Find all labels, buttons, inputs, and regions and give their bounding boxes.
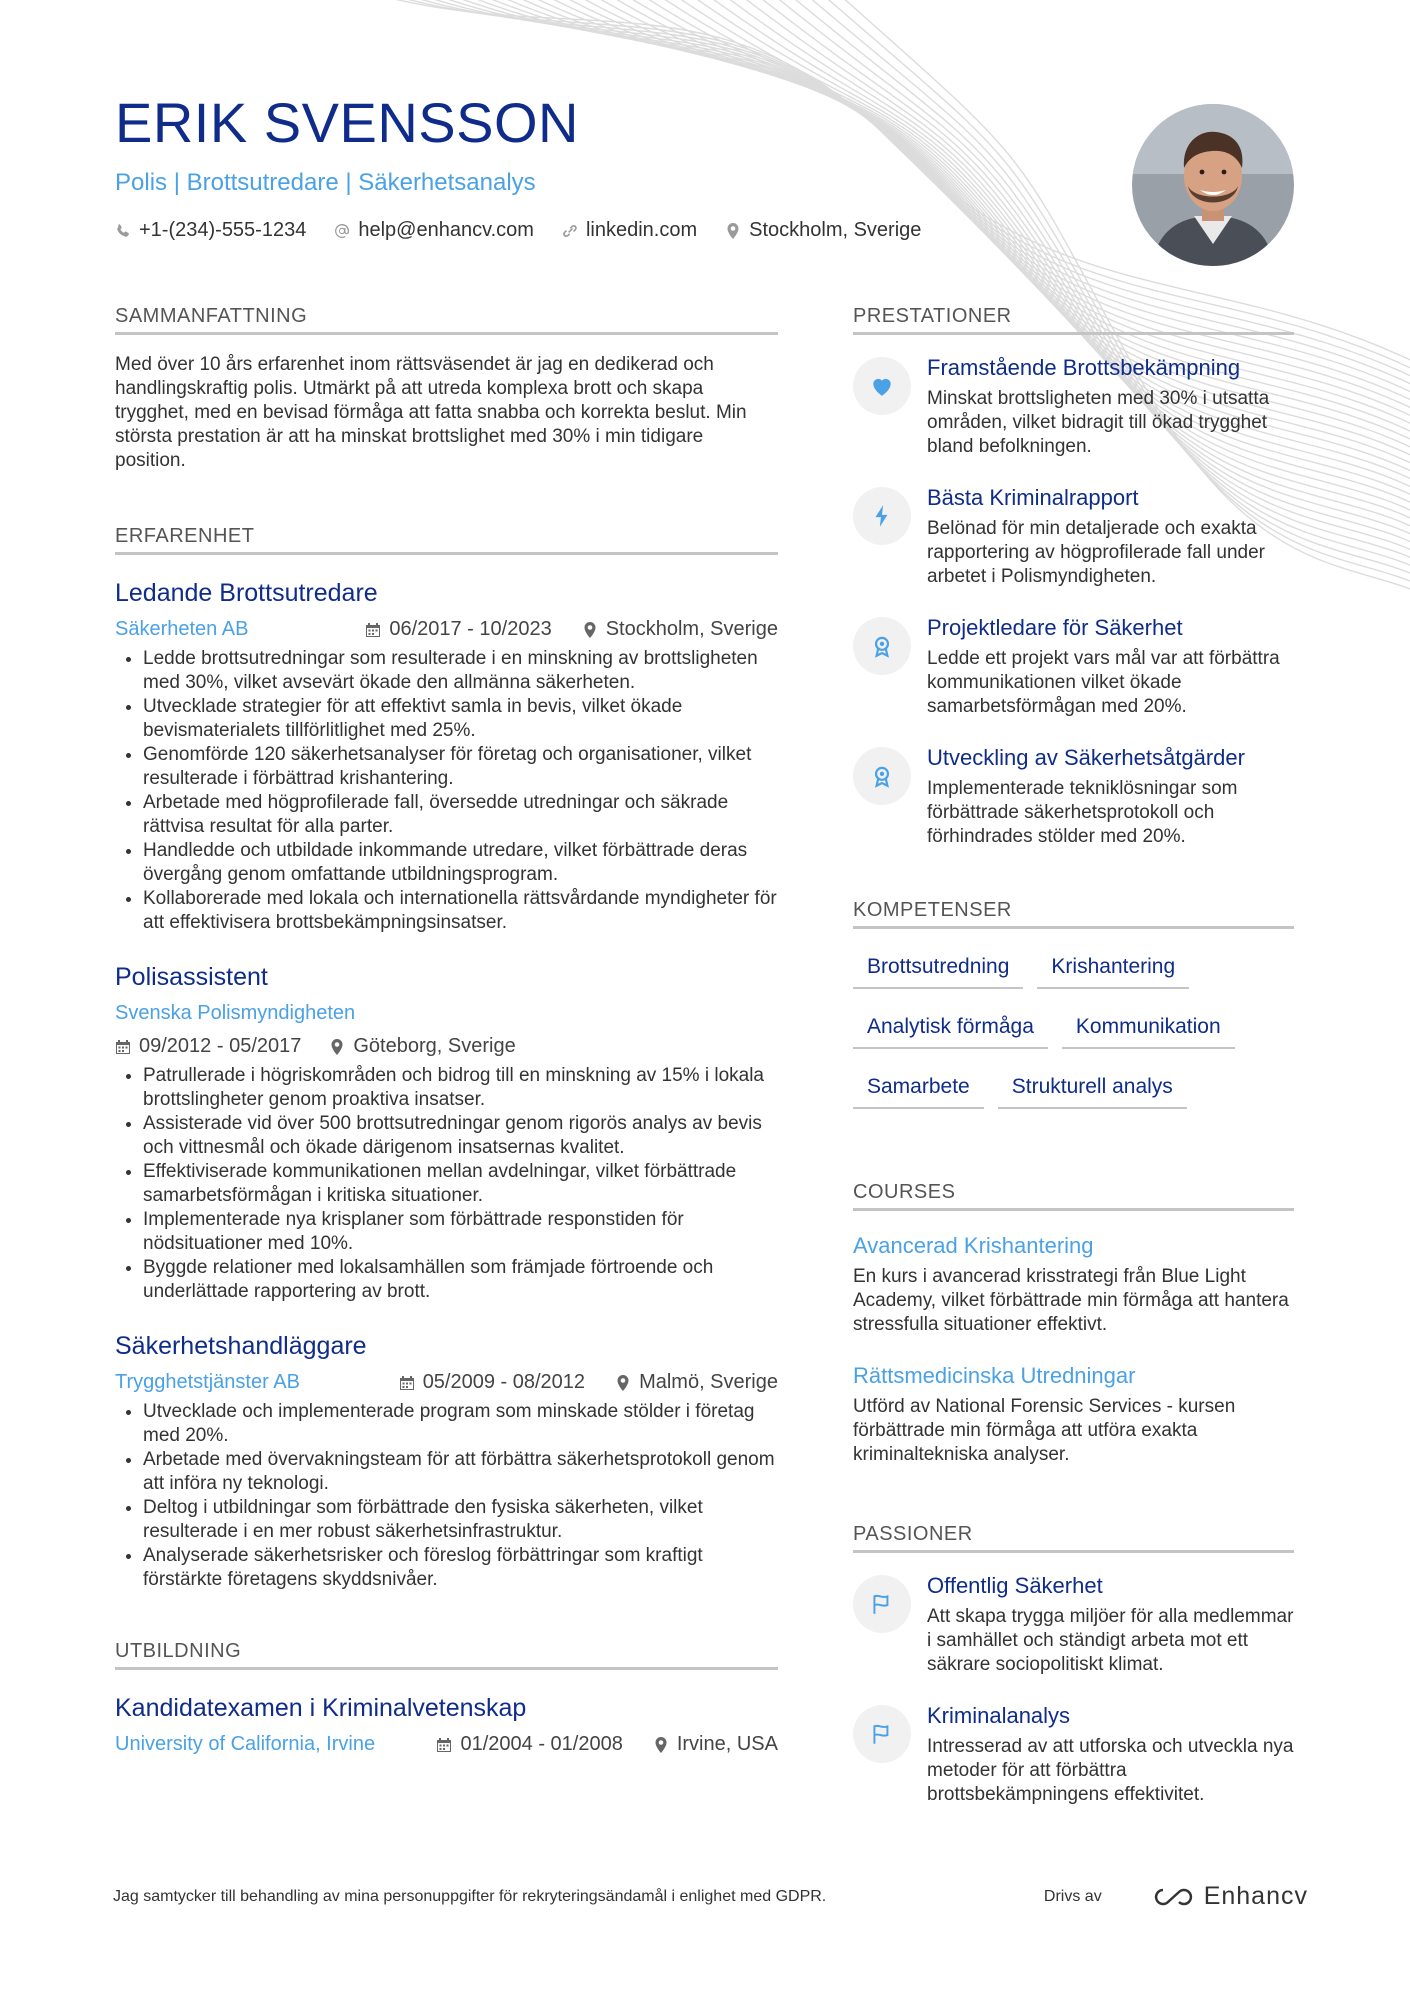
location-pin-icon: [653, 1737, 669, 1753]
company-name: Trygghetstjänster AB: [115, 1371, 300, 1393]
job-dates-text: 06/2017 - 10/2023: [389, 618, 552, 640]
bullet-item: • Effektiviserade kommunikationen mellan avdelningar, vilket förbättrade samarbetsförmågan i kritiska situationer.: [143, 1160, 778, 1208]
company-name: Svenska Polismyndigheten: [115, 1002, 356, 1024]
location-pin-icon: [725, 223, 741, 239]
passion-desc: Att skapa trygga miljöer för alla medlemmar i samhället och ständigt arbeta mot ett säkrare sociopolitiskt klimat.: [927, 1606, 1294, 1675]
skills-heading: KOMPETENSER: [853, 899, 1294, 929]
job-dates-text: 05/2009 - 08/2012: [422, 1371, 586, 1393]
achievement-title: Framstående Brottsbekämpning: [927, 355, 1241, 380]
course-item: [853, 1363, 1294, 1467]
passion-title: Kriminalanalys: [927, 1703, 1071, 1728]
job-meta: [115, 1002, 778, 1058]
passion-item: [853, 1573, 1294, 1677]
avatar: [1132, 104, 1294, 266]
phone-icon: [115, 223, 131, 239]
calendar-icon: [115, 1039, 131, 1055]
job-location-text: Göteborg, Sverige: [353, 1035, 516, 1057]
linkedin-text: linkedin.com: [585, 219, 698, 241]
skill-tag: Samarbete: [853, 1071, 984, 1109]
job-entry: [115, 1332, 778, 1592]
course-desc: Utförd av National Forensic Services - kursen förbättrade min förmåga att utföra exakta kriminaltekniska analyser.: [853, 1396, 1236, 1465]
skill-tag: Krishantering: [1037, 951, 1189, 989]
footer: [113, 1882, 1308, 1911]
job-meta: [115, 618, 778, 641]
bullet-item: • Implementerade nya krisplaner som förbättrade responstiden för nödsituationer med 10%.: [143, 1208, 778, 1256]
job-title: Polisassistent: [115, 963, 268, 991]
job-location-text: Malmö, Sverige: [639, 1371, 778, 1393]
achievement-desc: Minskat brottsligheten med 30% i utsatta områden, vilket bidragit till ökad trygghet bland befolkningen.: [927, 388, 1270, 457]
job-title: Ledande Brottsutredare: [115, 579, 378, 607]
job-location: [329, 1035, 515, 1058]
achievement-item: [853, 355, 1294, 459]
right-column: [853, 305, 1294, 1807]
courses-heading: COURSES: [853, 1181, 1294, 1211]
summary-text: Med över 10 års erfarenhet inom rättsväsendet är jag en dedikerad och handlingskraftig polis. Utmärkt på att utreda komplexa brott och skapa trygghet, med en bevisad förmåga att fatta snabba och korrekta beslut. Min största prestation är att ha minskat brottslighet med 30% i min tidigare position.: [115, 354, 747, 471]
heart-icon: [853, 357, 911, 415]
bullet-item: • Byggde relationer med lokalsamhällen som främjade förtroende och underlättade rapportering av brott.: [143, 1256, 778, 1304]
course-item: [853, 1233, 1294, 1337]
education-location: [653, 1733, 778, 1756]
job-bullets: [115, 647, 778, 935]
skill-tag: Brottsutredning: [853, 951, 1023, 989]
achievement-item: [853, 745, 1294, 849]
bullet-item: • Assisterade vid över 500 brottsutredningar genom rigorös analys av bevis och vittnesmål och ökade därigenom insatsernas kvalitet.: [143, 1112, 778, 1160]
passion-item: [853, 1703, 1294, 1807]
achievement-title: Bästa Kriminalrapport: [927, 485, 1139, 510]
bullet-item: • Kollaborerade med lokala och internationella rättsvårdande myndigheter för att effektivisera brottsbekämpningsinsatser.: [143, 887, 778, 935]
job-bullets: [115, 1400, 778, 1592]
bullet-item: • Patrullerade i högriskområden och bidrog till en minskning av 15% i lokala brottslingheter genom proaktiva insatser.: [143, 1064, 778, 1112]
infinity-logo-icon: [1152, 1886, 1196, 1908]
candidate-title: Polis | Brottsutredare | Säkerhetsanalys: [115, 169, 536, 196]
flag-icon: [853, 1705, 911, 1763]
job-entry: [115, 579, 778, 935]
calendar-icon: [436, 1737, 452, 1753]
bullet-item: • Utvecklade och implementerade program som minskade stölder i företag med 20%.: [143, 1400, 778, 1448]
education-entry: [115, 1694, 778, 1756]
education-heading: UTBILDNING: [115, 1640, 778, 1670]
education-meta: [115, 1733, 778, 1756]
achievement-item: [853, 485, 1294, 589]
gdpr-consent: Jag samtycker till behandling av mina personuppgifter för rekryteringsändamål i enlighet med GDPR.: [113, 1887, 827, 1905]
bullet-item: • Deltog i utbildningar som förbättrade den fysiska säkerheten, vilket resulterade i en mer robust säkerhetsinfrastruktur.: [143, 1496, 778, 1544]
school-name: University of California, Irvine: [115, 1733, 376, 1755]
education-dates-text: 01/2004 - 01/2008: [460, 1733, 623, 1755]
bullet-item: • Handledde och utbildade inkommande utredare, vilket förbättrade deras övergång genom omfattande utbildningsprogram.: [143, 839, 778, 887]
bullet-item: • Arbetade med övervakningsteam för att förbättra säkerhetsprotokoll genom att införa ny teknologi.: [143, 1448, 778, 1496]
degree-title: Kandidatexamen i Kriminalvetenskap: [115, 1694, 527, 1722]
bullet-item: • Utvecklade strategier för att effektivt samla in bevis, vilket ökade bevismaterialets tillförlitlighet med 25%.: [143, 695, 778, 743]
achievement-title: Utveckling av Säkerhetsåtgärder: [927, 745, 1245, 770]
left-column: [115, 305, 778, 1756]
job-location: [582, 618, 778, 641]
job-dates-text: 09/2012 - 05/2017: [139, 1035, 302, 1057]
skill-tag: Analytisk förmåga: [853, 1011, 1048, 1049]
experience-heading: ERFARENHET: [115, 525, 778, 555]
contact-linkedin[interactable]: [562, 219, 697, 242]
passion-desc: Intresserad av att utforska och utveckla nya metoder för att förbättra brottsbekämpningens effektivitet.: [927, 1736, 1294, 1805]
job-location: [615, 1371, 778, 1394]
contact-email[interactable]: [334, 219, 534, 242]
job-title: Säkerhetshandläggare: [115, 1332, 367, 1360]
job-bullets: [115, 1064, 778, 1304]
course-title: Rättsmedicinska Utredningar: [853, 1363, 1136, 1388]
calendar-icon: [399, 1375, 415, 1391]
bolt-icon: [853, 487, 911, 545]
job-dates: [365, 618, 551, 641]
contact-location: [725, 219, 921, 242]
course-desc: En kurs i avancerad krisstrategi från Blue Light Academy, vilket förbättrade min förmåga att hantera stressfulla situationer effektivt.: [853, 1266, 1289, 1335]
phone-text: +1-(234)-555-1234: [139, 219, 307, 241]
flag-icon: [853, 1575, 911, 1633]
bullet-item: • Analyserade säkerhetsrisker och föreslog förbättringar som kraftigt förstärkte företagens skyddsnivåer.: [143, 1544, 778, 1592]
achievement-item: [853, 615, 1294, 719]
award-icon: [853, 617, 911, 675]
bullet-item: • Arbetade med högprofilerade fall, översedde utredningar och säkrade rättvisa resultat för alla parter.: [143, 791, 778, 839]
candidate-name: ERIK SVENSSON: [115, 91, 579, 154]
job-location-text: Stockholm, Sverige: [605, 618, 778, 640]
achievement-desc: Implementerade tekniklösningar som förbättrade säkerhetsprotokoll och förhindrades stölder med 20%.: [927, 778, 1238, 847]
location-pin-icon: [615, 1375, 631, 1391]
achievements-heading: PRESTATIONER: [853, 305, 1294, 335]
education-location-text: Irvine, USA: [676, 1733, 778, 1755]
passions-heading: PASSIONER: [853, 1523, 1294, 1553]
skills-list: [853, 951, 1294, 1109]
location-pin-icon: [582, 622, 598, 638]
job-dates: [399, 1371, 585, 1394]
achievement-desc: Belönad för min detaljerade och exakta rapportering av högprofilerade fall under arbetet i Polismyndigheten.: [927, 518, 1265, 587]
job-dates: [115, 1035, 301, 1058]
education-dates: [436, 1733, 622, 1756]
resume-header: [115, 91, 922, 242]
job-meta: [115, 1371, 778, 1394]
award-icon: [853, 747, 911, 805]
company-name: Säkerheten AB: [115, 618, 249, 640]
brand-name: Enhancv: [1203, 1882, 1308, 1910]
course-title: Avancerad Krishantering: [853, 1233, 1094, 1258]
summary-heading: SAMMANFATTNING: [115, 305, 778, 335]
enhancv-logo[interactable]: [1152, 1882, 1308, 1911]
powered-by-label: Drivs av: [1043, 1887, 1102, 1905]
job-entry: [115, 963, 778, 1304]
skill-tag: Strukturell analys: [998, 1071, 1187, 1109]
link-icon: [562, 223, 578, 239]
achievement-title: Projektledare för Säkerhet: [927, 615, 1183, 640]
contact-phone[interactable]: [115, 219, 306, 242]
location-pin-icon: [329, 1039, 345, 1055]
location-text: Stockholm, Sverige: [749, 219, 922, 241]
bullet-item: • Genomförde 120 säkerhetsanalyser för företag och organisationer, vilket resulterade i förbättrad krishantering.: [143, 743, 778, 791]
contact-row: [115, 219, 921, 242]
passion-title: Offentlig Säkerhet: [927, 1573, 1103, 1598]
achievement-desc: Ledde ett projekt vars mål var att förbättra kommunikationen vilket ökade samarbetsförmågan med 20%.: [927, 648, 1280, 717]
skill-tag: Kommunikation: [1062, 1011, 1235, 1049]
calendar-icon: [365, 622, 381, 638]
bullet-item: • Ledde brottsutredningar som resulterade i en minskning av brottsligheten med 30%, vilket avsevärt ökade den allmänna säkerheten.: [143, 647, 778, 695]
portrait-photo: [1132, 104, 1294, 266]
at-icon: [334, 223, 350, 239]
email-text: help@enhancv.com: [358, 219, 534, 241]
